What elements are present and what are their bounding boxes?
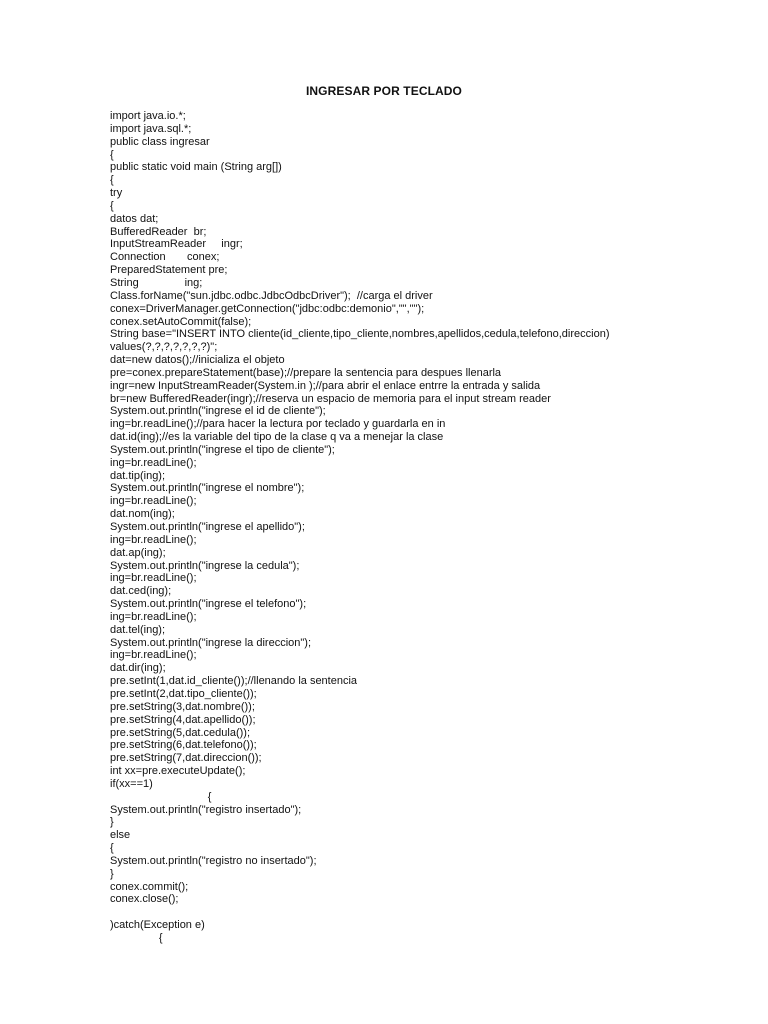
code-line: {: [110, 932, 163, 944]
code-line: public class ingresar: [110, 135, 210, 148]
code-line: }: [110, 816, 114, 829]
code-line: ing=br.readLine();: [110, 533, 197, 546]
code-line: Connection conex;: [110, 251, 220, 264]
code-line: BufferedReader br;: [110, 225, 207, 238]
code-line: PreparedStatement pre;: [110, 264, 228, 277]
code-line: InputStreamReader ingr;: [110, 238, 243, 251]
code-line: String ing;: [110, 276, 203, 289]
code-line: pre.setInt(1,dat.id_cliente());//llenando la sentencia: [110, 675, 358, 688]
code-line: dat.nom(ing);: [110, 508, 175, 521]
code-line: else: [110, 829, 131, 842]
code-line: values(?,?,?,?,?,?,?)";: [110, 341, 218, 354]
code-line: dat.tip(ing);: [110, 469, 166, 482]
code-line: System.out.println("ingrese el nombre");: [110, 482, 305, 495]
code-line: {: [110, 199, 114, 212]
code-line: System.out.println("ingrese el apellido");: [110, 521, 305, 533]
code-line: import java.io.*;: [110, 110, 186, 122]
code-line: datos dat;: [110, 212, 159, 225]
code-line: conex.close();: [110, 893, 179, 906]
code-line: dat.id(ing);//es la variable del tipo de la clase q va a menejar la clase: [110, 431, 444, 444]
code-line: pre.setString(6,dat.telefono());: [110, 739, 257, 752]
code-line: ing=br.readLine();: [110, 495, 197, 508]
code-line: dat.ced(ing);: [110, 585, 172, 598]
code-line: try: [110, 187, 123, 200]
code-line: }: [110, 867, 114, 880]
code-line: pre.setString(7,dat.direccion());: [110, 752, 262, 765]
code-line: Class.forName("sun.jdbc.odbc.JdbcOdbcDriver"); //carga el driver: [110, 289, 433, 302]
code-line: {: [110, 174, 114, 187]
code-line: dat=new datos();//inicializa el objeto: [110, 354, 285, 367]
code-line: ingr=new InputStreamReader(System.in );//para abrir el enlace entrre la entrada y salida: [110, 379, 541, 392]
code-line: [110, 906, 750, 919]
code-line: {: [110, 148, 114, 161]
code-line: public static void main (String arg[]): [110, 161, 282, 174]
code-line: pre.setString(4,dat.apellido());: [110, 713, 256, 726]
code-line: import java.sql.*;: [110, 122, 192, 135]
code-line: conex.setAutoCommit(false);: [110, 315, 252, 328]
code-line: ing=br.readLine();: [110, 649, 197, 662]
code-line: ing=br.readLine();: [110, 572, 197, 585]
code-line: br=new BufferedReader(ingr);//reserva un espacio de memoria para el input stream reader: [110, 392, 551, 405]
code-line: String base="INSERT INTO cliente(id_cliente,tipo_cliente,nombres,apellidos,cedula,telefono,direccion): [110, 328, 610, 341]
code-line: dat.ap(ing);: [110, 546, 166, 559]
code-line: conex.commit();: [110, 880, 189, 893]
code-line: System.out.println("registro insertado");: [110, 803, 302, 816]
code-line: ing=br.readLine();: [110, 610, 197, 623]
code-line: {: [110, 842, 114, 855]
code-line: ing=br.readLine();//para hacer la lectura por teclado y guardarla en in: [110, 418, 446, 431]
code-line: System.out.println("registro no insertado");: [110, 854, 317, 867]
code-line: ing=br.readLine();: [110, 456, 197, 469]
code-line: System.out.println("ingrese el tipo de cliente");: [110, 443, 335, 456]
code-line: if(xx==1): [110, 777, 153, 790]
code-line: )catch(Exception e): [110, 919, 205, 932]
code-line: System.out.println("ingrese el id de cliente");: [110, 405, 326, 418]
code-line: conex=DriverManager.getConnection("jdbc:odbc:demonio","","");: [110, 302, 425, 315]
code-line: dat.tel(ing);: [110, 623, 166, 636]
code-line: pre.setString(3,dat.nombre());: [110, 700, 255, 713]
code-line: System.out.println("ingrese la cedula");: [110, 559, 300, 572]
code-line: {: [110, 790, 212, 803]
code-listing: [110, 110, 750, 945]
code-line: pre=conex.prepareStatement(base);//prepare la sentencia para despues llenarla: [110, 366, 502, 379]
code-line: System.out.println("ingrese el telefono");: [110, 598, 307, 611]
code-line: System.out.println("ingrese la direccion");: [110, 636, 312, 649]
code-line: pre.setString(5,dat.cedula());: [110, 726, 251, 739]
code-line: dat.dir(ing);: [110, 662, 166, 675]
code-line: pre.setInt(2,dat.tipo_cliente());: [110, 687, 257, 700]
document-title: INGRESAR POR TECLADO: [305, 84, 462, 98]
code-line: int xx=pre.executeUpdate();: [110, 765, 246, 778]
